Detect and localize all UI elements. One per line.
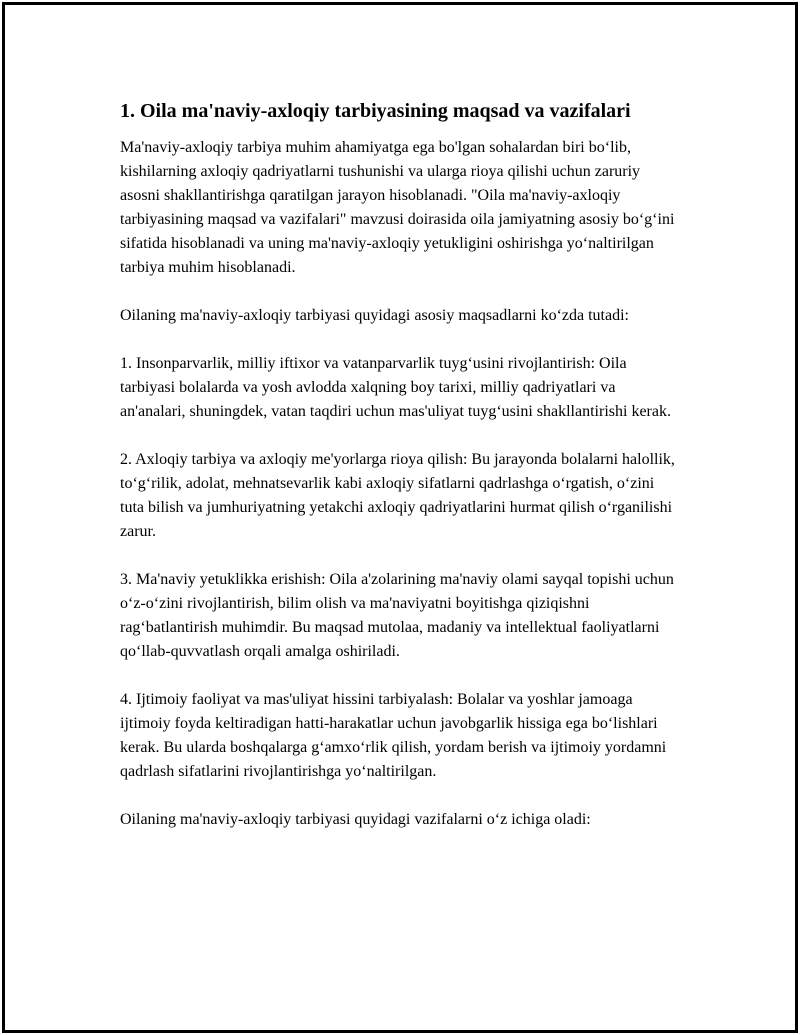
goal-item-1: 1. Insonparvarlik, milliy iftixor va vatanparvarlik tuyg‘usini rivojlantirish: Oila tarbiyasi bolalarda va yosh avlodda xalqning boy tarixi, milliy qadriyatlari va an'analari, shuningdek, vatan taqdiri uchun mas'uliyat tuyg‘usini shakllantirishi kerak. (120, 355, 671, 420)
goal-item-3: 3. Ma'naviy yetuklikka erishish: Oila a'zolarining ma'naviy olami sayqal topishi uchun o‘z-o‘zini rivojlantirish, bilim olish va ma'naviyatni boyitishga qiziqishni rag‘batlantirish muhimdir. Bu maqsad mutolaa, madaniy va intellektual faoliyatlarni qo‘llab-quvvatlash orqali amalga oshiriladi. (120, 571, 674, 660)
tasks-intro-paragraph: Oilaning ma'naviy-axloqiy tarbiyasi quyidagi vazifalarni o‘z ichiga oladi: (120, 811, 591, 828)
document-title: 1. Oila ma'naviy-axloqiy tarbiyasining maqsad va vazifalari (120, 100, 631, 122)
goal-item-2: 2. Axloqiy tarbiya va axloqiy me'yorlarga rioya qilish: Bu jarayonda bolalarni halollik, to‘g‘rilik, adolat, mehnatsevarlik kabi axloqiy sifatlarni qadrlashga o‘rgatish, o‘zini tuta bilish va jumhuriyatning yetakchi axloqiy qadriyatlarini hurmat qilish o‘rganilishi zarur. (120, 451, 675, 540)
intro-paragraph: Ma'naviy-axloqiy tarbiya muhim ahamiyatga ega bo'lgan sohalardan biri bo‘lib, kishilarning axloqiy qadriyatlarni tushunishi va ularga rioya qilishi uchun zaruriy asosni shakllantirishga qaratilgan jarayon hisoblanadi. "Oila ma'naviy-axloqiy tarbiyasining maqsad va vazifalari" mavzusi doirasida oila jamiyatning asosiy bo‘g‘ini sifatida hisoblanadi va uning ma'naviy-axloqiy yetukligini oshirishga yo‘naltirilgan tarbiya muhim hisoblanadi. (120, 139, 675, 276)
goal-item-4: 4. Ijtimoiy faoliyat va mas'uliyat hissini tarbiyalash: Bolalar va yoshlar jamoaga ijtimoiy foyda keltiradigan hatti-harakatlar uchun javobgarlik hissiga ega bo‘lishlari kerak. Bu ularda boshqalarga g‘amxo‘rlik qilish, yordam berish va ijtimoiy yordamni qadrlash sifatlarini rivojlantirishga yo‘naltirilgan. (120, 691, 667, 780)
document-body (120, 98, 680, 856)
goals-intro-paragraph: Oilaning ma'naviy-axloqiy tarbiyasi quyidagi asosiy maqsadlarni ko‘zda tutadi: (120, 307, 629, 324)
page-frame (2, 2, 798, 1033)
